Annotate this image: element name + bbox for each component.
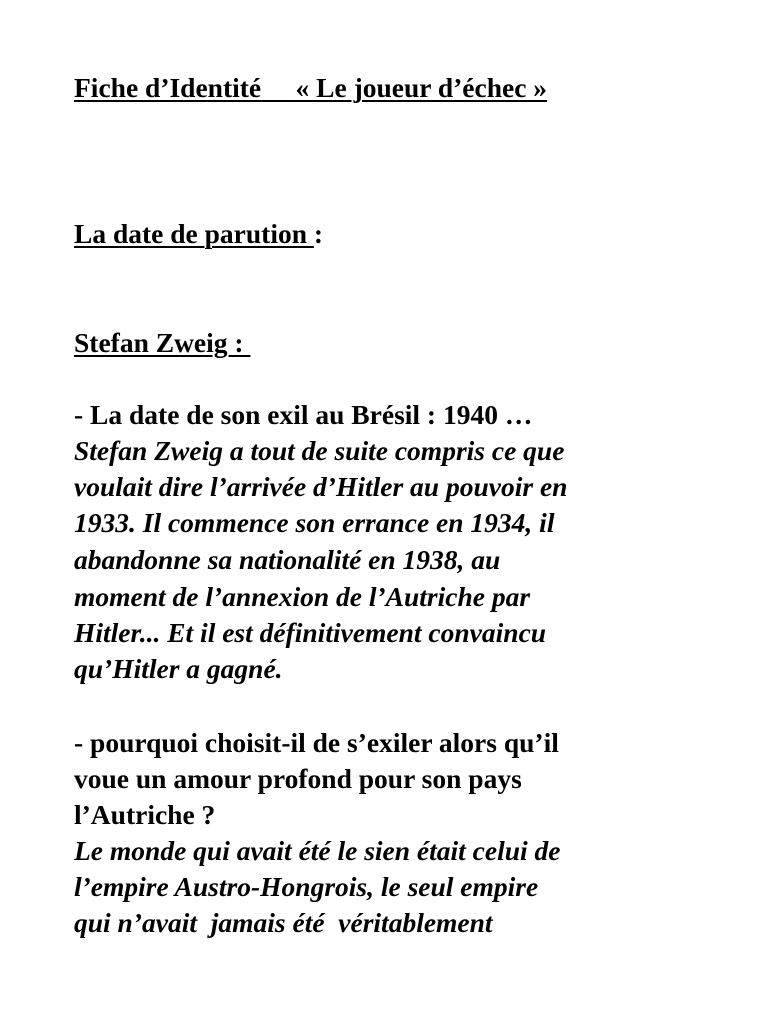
- answer-line: moment de l’annexion de l’Autriche par: [74, 581, 531, 612]
- answer-line: abandonne sa nationalité en 1938, au: [74, 544, 501, 575]
- author-heading: [74, 325, 250, 361]
- question-exil-date: - La date de son exil au Brésil : 1940 …: [74, 399, 533, 430]
- answer-line: 1933. Il commence son errance en 1934, il: [74, 507, 555, 538]
- parution-heading: [74, 216, 323, 252]
- heading-gap: [261, 72, 295, 103]
- author-label: Stefan Zweig :: [74, 327, 251, 358]
- answer-line: Hitler... Et il est définitivement convaincu: [74, 617, 547, 648]
- question-line: l’Autriche ?: [74, 799, 216, 830]
- parution-colon: :: [313, 218, 324, 249]
- answer-line: qui n’avait jamais été véritablement: [74, 907, 493, 938]
- question-line: - pourquoi choisit-il de s’exiler alors qu’il: [74, 727, 559, 758]
- answer-line: l’empire Austro-Hongrois, le seul empire: [74, 871, 539, 902]
- answer-line: voulait dire l’arrivée d’Hitler au pouvoir en: [74, 471, 568, 502]
- document-heading: [74, 70, 547, 106]
- answer-line: qu’Hitler a gagné.: [74, 653, 283, 684]
- question-line: voue un amour profond pour son pays: [74, 763, 522, 794]
- answer-line: Stefan Zweig a tout de suite compris ce que: [74, 435, 565, 466]
- identity-label: Fiche d’Identité: [74, 72, 262, 103]
- book-title: « Le joueur d’échec »: [295, 72, 548, 103]
- parution-label: La date de parution: [74, 218, 314, 249]
- answer-line: Le monde qui avait été le sien était celui de: [74, 835, 561, 866]
